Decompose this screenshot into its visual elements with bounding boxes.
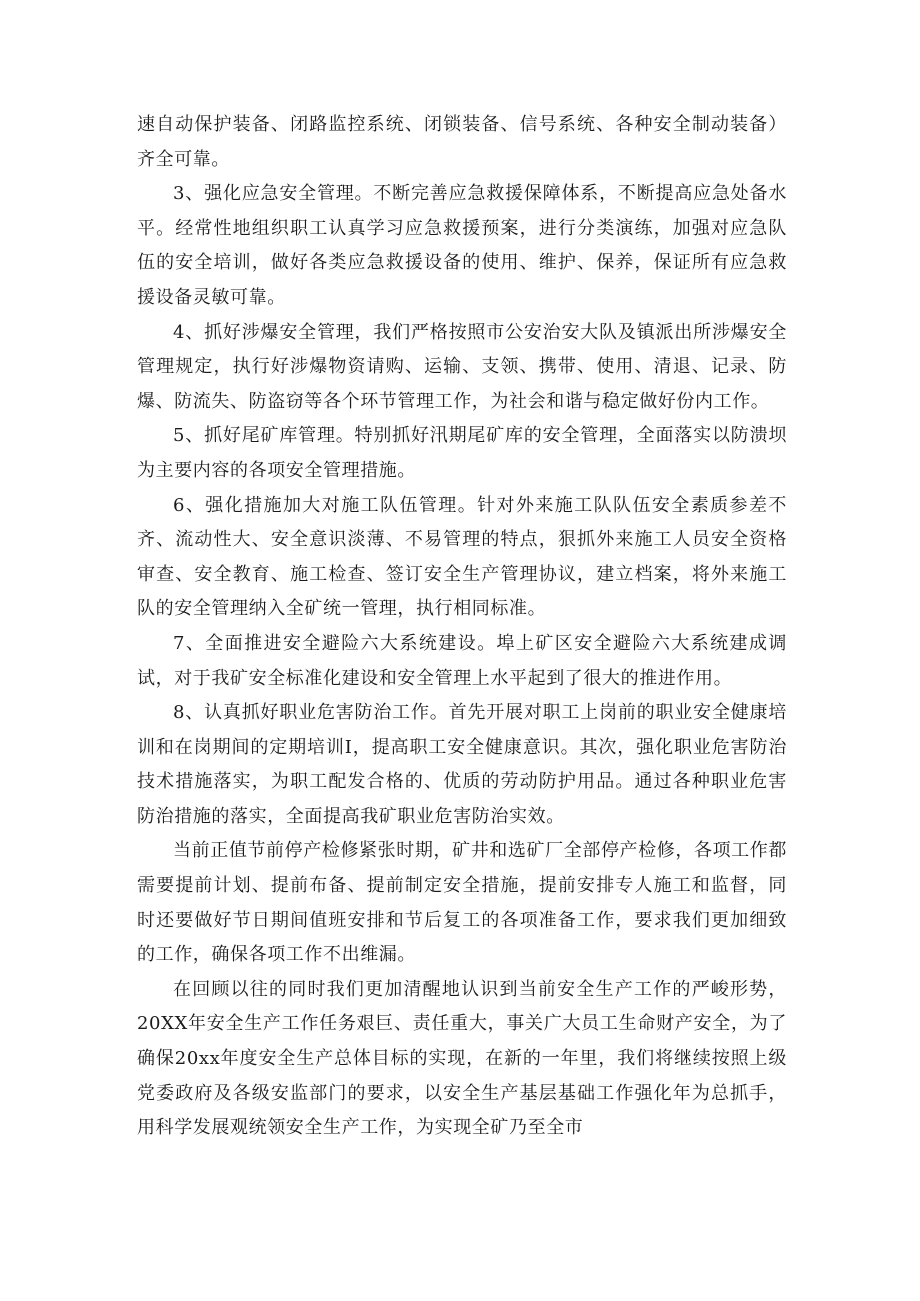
paragraph-item-3-emergency: 3、强化应急安全管理。不断完善应急救援保障体系，不断提高应急处备水平。经常性地组织职工认真学习应急救援预案，进行分类演练，加强对应急队伍的安全培训，做好各类应急救援设备的使用、维护、保养，保证所有应急救援设备灵敏可靠。 [137, 183, 787, 308]
paragraph-outlook: 在回顾以往的同时我们更加清醒地认识到当前安全生产工作的严峻形势，20XX年安全生产工作任务艰巨、责任重大，事关广大员工生命财产安全，为了确保20xx年度安全生产总体目标的实现，在新的一年里，我们将继续按照上级党委政府及各级安监部门的要求，以安全生产基层基础工作强化年为总抓手，用科学发展观统领安全生产工作，为实现全矿乃至全市 [137, 978, 787, 1139]
document-body [137, 108, 787, 1146]
paragraph-continuation: 速自动保护装备、闭路监控系统、闭锁装备、信号系统、各种安全制动装备）齐全可靠。 [137, 114, 787, 170]
paragraph-item-4-explosives: 4、抓好涉爆安全管理，我们严格按照市公安治安大队及镇派出所涉爆安全管理规定，执行好涉爆物资请购、运输、支领、携带、使用、清退、记录、防爆、防流失、防盗窃等各个环节管理工作，为社会和谐与稳定做好份内工作。 [137, 321, 787, 412]
paragraph-item-8-occupational: 8、认真抓好职业危害防治工作。首先开展对职工上岗前的职业安全健康培训和在岗期间的定期培训I，提高职工安全健康意识。其次，强化职业危害防治技术措施落实，为职工配发合格的、优质的劳动防护用品。通过各种职业危害防治措施的落实，全面提高我矿职业危害防治实效。 [137, 702, 787, 827]
paragraph-item-7-six-systems: 7、全面推进安全避险六大系统建设。埠上矿区安全避险六大系统建成调试，对于我矿安全标准化建设和安全管理上水平起到了很大的推进作用。 [137, 632, 787, 689]
paragraph-maintenance-period: 当前正值节前停产检修紧张时期，矿井和选矿厂全部停产检修，各项工作都需要提前计划、提前布备、提前制定安全措施，提前安排专人施工和监督，同时还要做好节日期间值班安排和节后复工的各项准备工作，要求我们更加细致的工作，确保各项工作不出维漏。 [137, 840, 787, 966]
paragraph-item-5-tailings: 5、抓好尾矿库管理。特别抓好汛期尾矿库的安全管理，全面落实以防溃坝为主要内容的各项安全管理措施。 [137, 425, 787, 481]
paragraph-item-6-contractors: 6、强化措施加大对施工队伍管理。针对外来施工队队伍安全素质参差不齐、流动性大、安全意识淡薄、不易管理的特点，狠抓外来施工人员安全资格审查、安全教育、施工检查、签订安全生产管理协议，建立档案，将外来施工队的安全管理纳入全矿统一管理，执行相同标准。 [137, 494, 787, 620]
